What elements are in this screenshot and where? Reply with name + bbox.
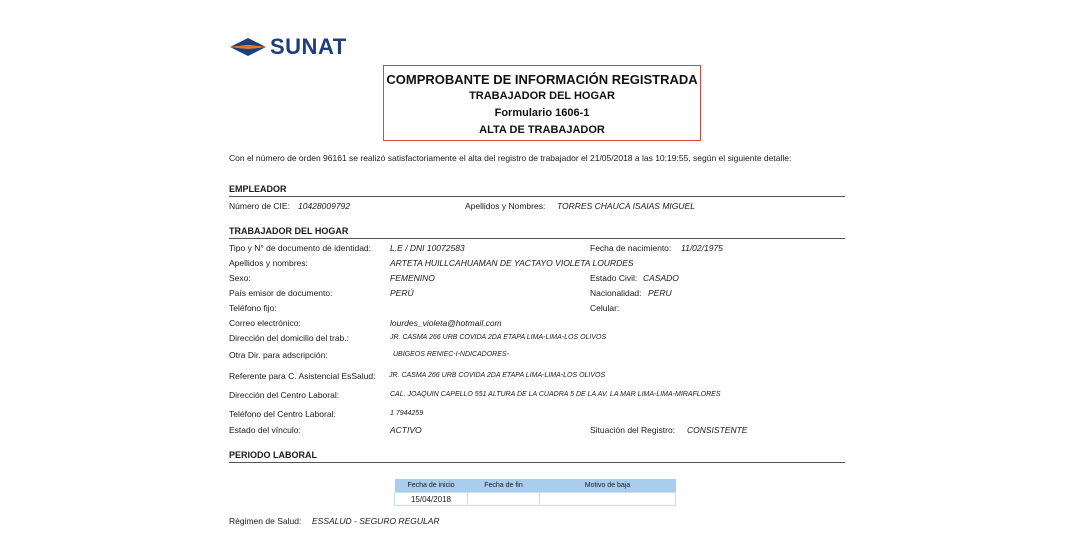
empleador-nombres-value: TORRES CHAUCA ISAIAS MIGUEL (557, 201, 695, 211)
empleador-heading: EMPLEADOR (229, 184, 845, 197)
sexo-label: Sexo: (229, 273, 251, 283)
civil-value: CASADO (643, 273, 679, 283)
domicilio-label: Dirección del domicilio del trab.: (229, 333, 349, 343)
col-motivo-baja: Motivo de baja (540, 479, 676, 493)
correo-label: Correo electrónico: (229, 318, 301, 328)
periodo-table (394, 479, 676, 506)
situacion-label: Situación del Registro: (590, 425, 676, 435)
apellidos-value: ARTETA HUILLCAHUAMAN DE YACTAYO VIOLETA LOURDES (390, 258, 634, 268)
nacimiento-label: Fecha de nacimiento: (590, 243, 672, 253)
cell-motivo-baja (540, 493, 676, 506)
apellidos-label: Apellidos y nombres: (229, 258, 308, 268)
centro-label: Dirección del Centro Laboral: (229, 390, 340, 400)
col-fecha-inicio: Fecha de inicio (395, 479, 468, 493)
intro-text: Con el número de orden 96161 se realizó satisfactoriamente el alta del registro de trabajador el 21/05/2018 a las 10:19:55, según el siguiente detalle: (229, 153, 792, 163)
correo-value: lourdes_violeta@hotmail.com (390, 318, 502, 328)
periodo-heading: PERIODO LABORAL (229, 450, 845, 463)
tel-centro-label: Teléfono del Centro Laboral: (229, 409, 336, 419)
title-line-2: TRABAJADOR DEL HOGAR (469, 90, 615, 102)
otra-dir-value: UBIGEOS RENIEC-I-NDICADORES- (393, 351, 509, 358)
table-row (395, 493, 676, 506)
sunat-logo (228, 34, 347, 60)
nacionalidad-value: PERU (648, 288, 672, 298)
telefono-label: Teléfono fijo: (229, 303, 277, 313)
doc-label: Tipo y N° de documento de identidad: (229, 243, 372, 253)
pais-label: País emisor de documento: (229, 288, 333, 298)
trabajador-heading: TRABAJADOR DEL HOGAR (229, 226, 845, 239)
salud-label: Régimen de Salud: (229, 516, 302, 526)
title-line-1: COMPROBANTE DE INFORMACIÓN REGISTRADA (386, 72, 698, 87)
celular-label: Celular: (590, 303, 620, 313)
periodo-header-row (395, 479, 676, 493)
cell-fecha-fin (468, 493, 540, 506)
title-line-4: ALTA DE TRABAJADOR (479, 124, 605, 136)
nacionalidad-label: Nacionalidad: (590, 288, 642, 298)
domicilio-value: JR. CASMA 266 URB COVIDA 2DA ETAPA LIMA-LIMA-LOS OLIVOS (390, 334, 607, 341)
civil-label: Estado Civil: (590, 273, 638, 283)
pais-value: PERÚ (390, 288, 414, 298)
cell-fecha-inicio: 15/04/2018 (395, 493, 468, 506)
col-fecha-fin: Fecha de fin (468, 479, 540, 493)
otra-dir-label: Otra Dir. para adscripción: (229, 350, 328, 360)
salud-value: ESSALUD - SEGURO REGULAR (312, 516, 440, 526)
referente-label: Referente para C. Asistencial EsSalud: (229, 371, 376, 381)
referente-value: JR. CASMA 266 URB COVIDA 2DA ETAPA LIMA-LIMA-LOS OLIVOS (389, 372, 606, 379)
nacimiento-value: 11/02/1975 (681, 243, 723, 253)
title-box (383, 65, 701, 141)
situacion-value: CONSISTENTE (687, 425, 748, 435)
empleador-nombres-label: Apellidos y Nombres: (465, 201, 546, 211)
cie-label: Número de CIE: (229, 201, 290, 211)
cie-value: 10428009792 (298, 201, 351, 211)
doc-value: L.E / DNI 10072583 (390, 243, 465, 253)
logo-text: SUNAT (270, 34, 347, 59)
title-line-3: Formulario 1606-1 (494, 107, 590, 119)
vinculo-value: ACTIVO (390, 425, 422, 435)
sexo-value: FEMENINO (390, 273, 435, 283)
tel-centro-value: 1 7944259 (390, 410, 424, 417)
centro-value: CAL. JOAQUIN CAPELLO 551 ALTURA DE LA CUADRA 5 DE LA AV. LA MAR LIMA-LIMA-MIRAFLORES (390, 391, 721, 398)
vinculo-label: Estado del vínculo: (229, 425, 301, 435)
sunat-logo-icon (228, 36, 268, 58)
